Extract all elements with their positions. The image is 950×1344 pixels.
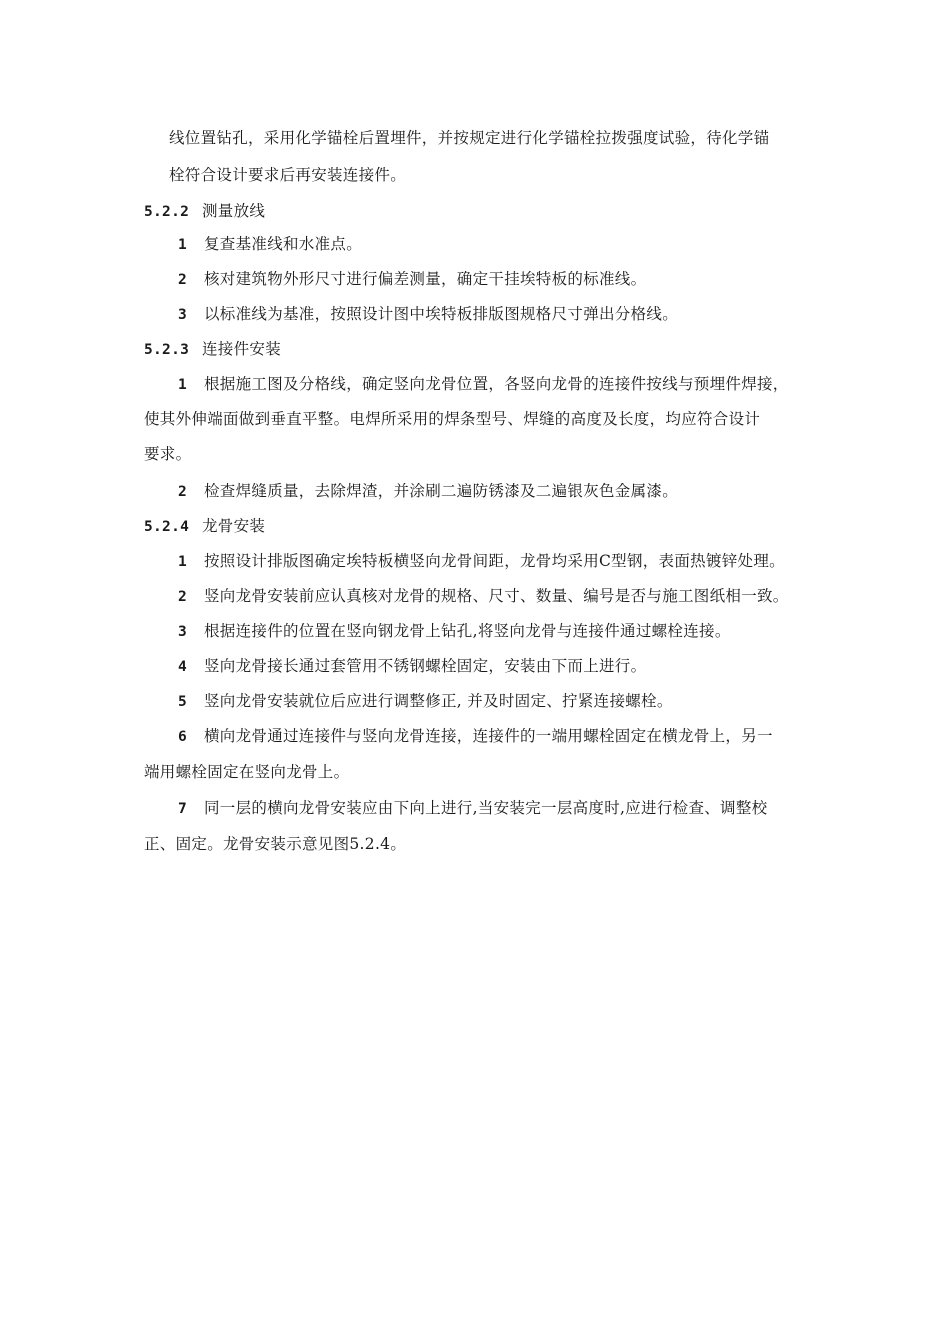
item-text: 核对建筑物外形尺寸进行偏差测量，确定干挂埃特板的标准线。 [204,270,647,288]
item-number: 2 [178,589,188,605]
section-number: 5.2.4 [144,519,190,535]
section-title: 测量放线 [202,202,266,220]
list-item [178,585,789,608]
list-item [178,725,773,748]
item-text: 以标准线为基准，按照设计图中埃特板排版图规格尺寸弹出分格线。 [204,305,679,323]
item-text: 竖向龙骨安装前应认真核对龙骨的规格、尺寸、数量、编号是否与施工图纸相一致。 [204,587,789,605]
section-heading-5-2-3 [144,338,281,361]
section-heading-5-2-2 [144,200,265,223]
list-item [178,690,673,713]
list-item [178,655,646,678]
item-number: 6 [178,729,188,745]
list-item [178,373,789,396]
list-item [178,797,767,820]
list-item [178,233,362,256]
item-number: 1 [178,237,188,253]
item-continuation: 使其外伸端面做到垂直平整。电焊所采用的焊条型号、焊缝的高度及长度，均应符合设计 [144,410,761,428]
item-text: 同一层的横向龙骨安装应由下向上进行,当安装完一层高度时,应进行检查、调整校 [204,799,768,817]
section-number: 5.2.3 [144,342,190,358]
intro-line-2: 栓符合设计要求后再安装连接件。 [169,166,407,184]
item-number: 5 [178,694,188,710]
list-item [178,480,678,503]
list-item [178,268,646,291]
list-item [178,550,785,573]
section-heading-5-2-4 [144,515,265,538]
item-number: 2 [178,272,188,288]
item-text: 根据连接件的位置在竖向钢龙骨上钻孔,将竖向龙骨与连接件通过螺栓连接。 [204,622,731,640]
item-number: 7 [178,801,188,817]
item-number: 1 [178,377,188,393]
item-text: 竖向龙骨安装就位后应进行调整修正, 并及时固定、拧紧连接螺栓。 [204,692,673,710]
item-number: 1 [178,554,188,570]
item-text: 复查基准线和水准点。 [204,235,363,253]
section-title: 龙骨安装 [202,517,266,535]
section-title: 连接件安装 [202,340,282,358]
item-continuation: 端用螺栓固定在竖向龙骨上。 [144,763,350,781]
item-continuation: 要求。 [144,445,192,463]
item-text: 检查焊缝质量，去除焊渣，并涂刷二遍防锈漆及二遍银灰色金属漆。 [204,482,679,500]
item-text: 竖向龙骨接长通过套管用不锈钢螺栓固定，安装由下而上进行。 [204,657,647,675]
item-continuation: 正、固定。龙骨安装示意见图5.2.4。 [144,835,407,853]
list-item [178,303,678,326]
intro-line-1: 线位置钻孔，采用化学锚栓后置埋件，并按规定进行化学锚栓拉拨强度试验，待化学锚 [169,129,770,147]
item-number: 3 [178,307,188,323]
section-number: 5.2.2 [144,204,190,220]
item-number: 4 [178,659,188,675]
list-item [178,620,731,643]
item-text: 横向龙骨通过连接件与竖向龙骨连接，连接件的一端用螺栓固定在横龙骨上，另一 [204,727,773,745]
item-number: 2 [178,484,188,500]
item-number: 3 [178,624,188,640]
item-text: 按照设计排版图确定埃特板横竖向龙骨间距，龙骨均采用C型钢，表面热镀锌处理。 [204,552,785,570]
item-text: 根据施工图及分格线，确定竖向龙骨位置，各竖向龙骨的连接件按线与预埋件焊接， [204,375,789,393]
